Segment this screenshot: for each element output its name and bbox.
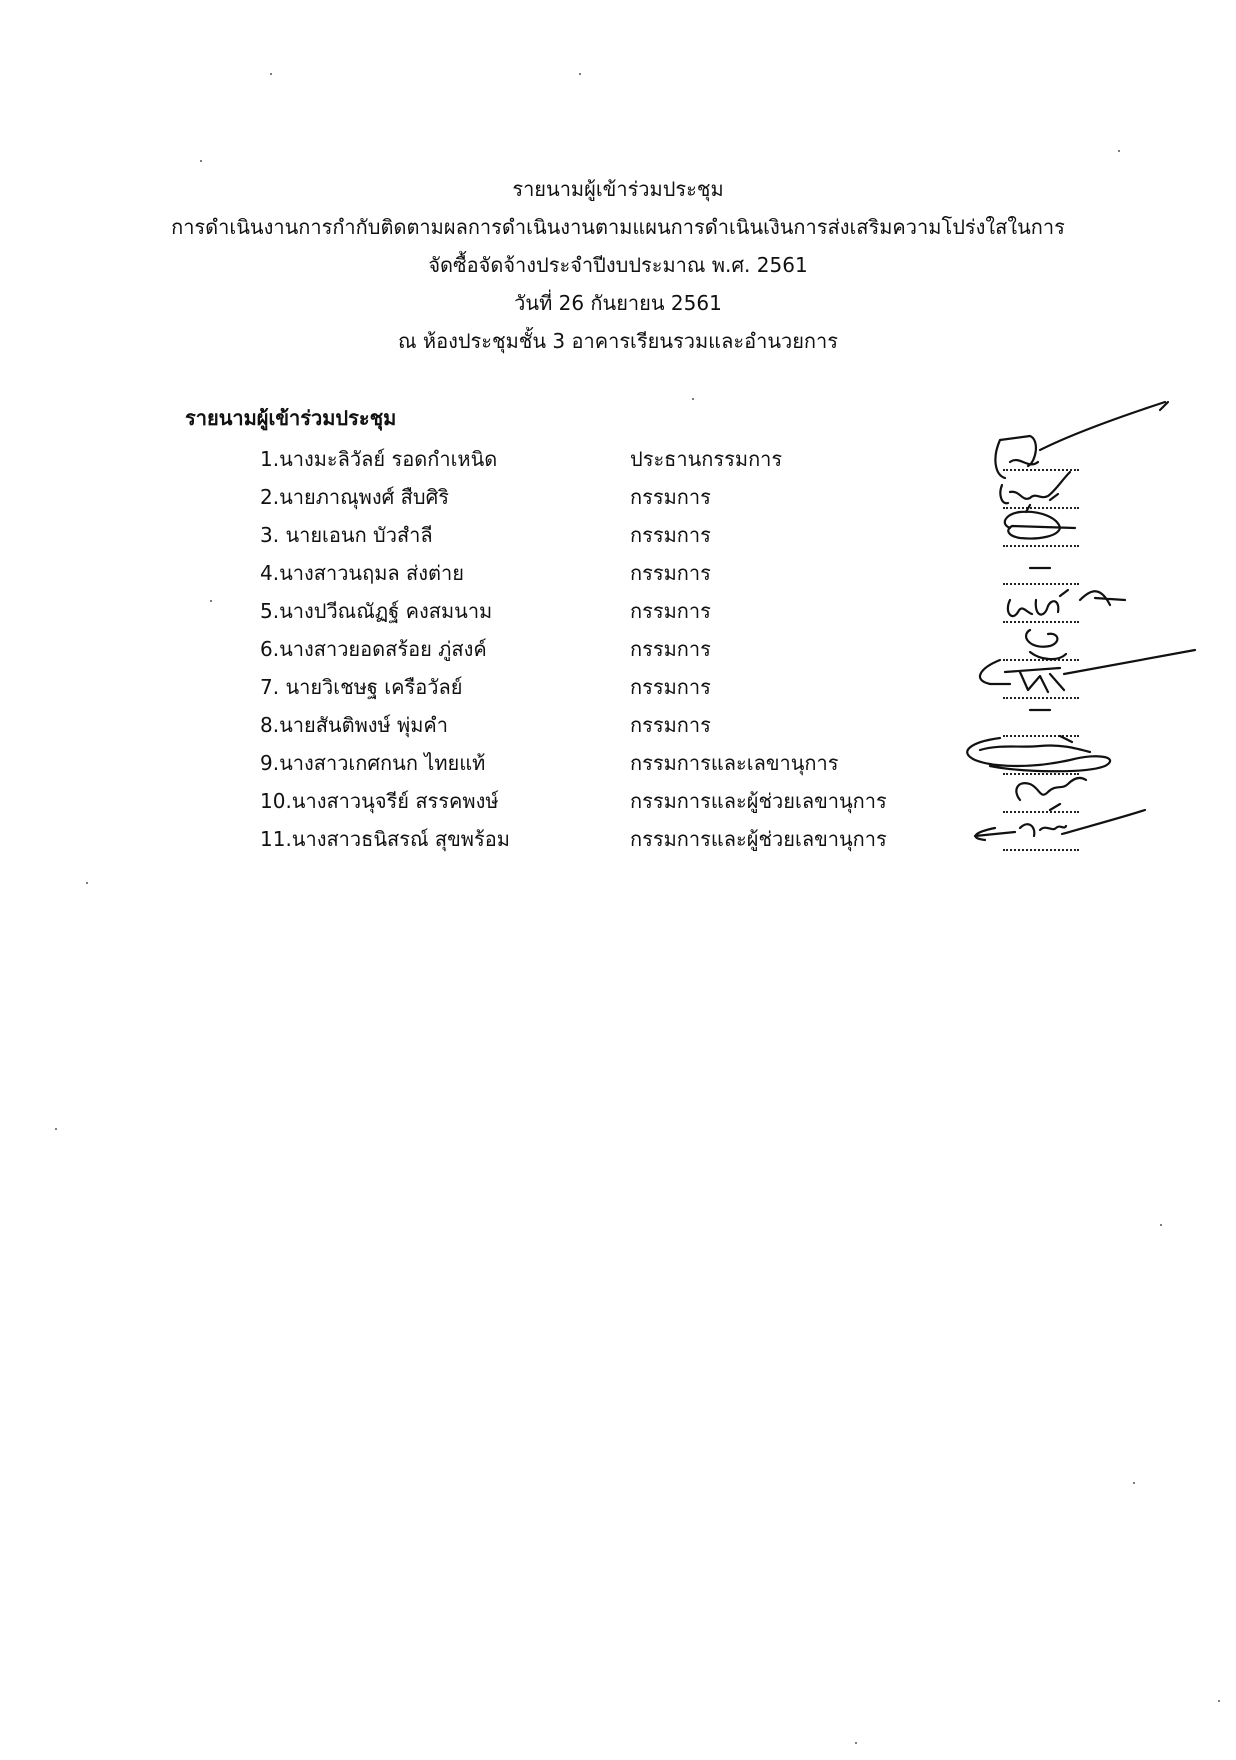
attendee-name: 7. นายวิเชษฐ เครือวัลย์ [260, 675, 463, 699]
attendee-row [0, 478, 1236, 516]
attendee-row [0, 440, 1236, 478]
attendee-row [0, 706, 1236, 744]
document-title: รายนามผู้เข้าร่วมประชุม [512, 177, 724, 201]
signature-line [1003, 545, 1079, 547]
attendee-row [0, 668, 1236, 706]
attendee-name: 9.นางสาวเกศกนก ไทยแท้ [260, 751, 486, 775]
signature-line [1003, 621, 1079, 623]
signature-line [1003, 583, 1079, 585]
attendee-name: 6.นางสาวยอดสร้อย ภู่สงค์ [260, 637, 487, 661]
attendee-name: 4.นางสาวนฤมล ส่งต่าย [260, 561, 464, 585]
attendee-role: กรรมการ [630, 561, 711, 585]
attendee-row [0, 592, 1236, 630]
scan-speck [210, 600, 212, 602]
signature-line [1003, 697, 1079, 699]
scan-speck [579, 73, 581, 75]
meeting-subject-line-2: จัดซื้อจัดจ้างประจำปีงบประมาณ พ.ศ. 2561 [428, 253, 808, 277]
attendee-role: กรรมการและผู้ช่วยเลขานุการ [630, 789, 887, 813]
attendee-row [0, 820, 1236, 858]
scan-speck [86, 882, 88, 884]
attendee-name: 5.นางปวีณณัฏฐ์ คงสมนาม [260, 599, 493, 623]
attendee-role: กรรมการและผู้ช่วยเลขานุการ [630, 827, 887, 851]
scan-speck [1133, 1482, 1135, 1484]
attendee-role: กรรมการ [630, 485, 711, 509]
attendee-name: 8.นายสันติพงษ์ พุ่มคำ [260, 713, 449, 737]
attendee-name: 11.นางสาวธนิสรณ์ สุขพร้อม [260, 827, 510, 851]
meeting-subject-line-1: การดำเนินงานการกำกับติดตามผลการดำเนินงานตามแผนการดำเนินเงินการส่งเสริมความโปร่งใสในการ [171, 215, 1065, 239]
attendee-row [0, 782, 1236, 820]
attendee-name: 2.นายภาณุพงศ์ สืบศิริ [260, 485, 450, 509]
meeting-date: วันที่ 26 กันยายน 2561 [514, 291, 722, 315]
attendee-role: กรรมการ [630, 523, 711, 547]
scan-speck [692, 398, 694, 400]
attendee-role: ประธานกรรมการ [630, 447, 783, 471]
attendee-role: กรรมการ [630, 675, 711, 699]
attendee-row [0, 554, 1236, 592]
scan-speck [1218, 1700, 1220, 1702]
scan-speck [855, 1742, 857, 1744]
attendee-row [0, 516, 1236, 554]
attendee-section-title: รายนามผู้เข้าร่วมประชุม [185, 406, 397, 430]
signature-line [1003, 507, 1079, 509]
scan-speck [1160, 1224, 1162, 1226]
signature-line [1003, 659, 1079, 661]
scan-speck [55, 1128, 57, 1130]
attendee-role: กรรมการ [630, 599, 711, 623]
meeting-venue: ณ ห้องประชุมชั้น 3 อาคารเรียนรวมและอำนวยการ [397, 329, 839, 353]
attendee-role: กรรมการ [630, 637, 711, 661]
signature-line [1003, 849, 1079, 851]
signature-line [1003, 811, 1079, 813]
attendee-name: 3. นายเอนก บัวสำลี [260, 523, 433, 547]
attendee-name: 1.นางมะลิวัลย์ รอดกำเหนิด [260, 447, 498, 471]
attendee-name: 10.นางสาวนุจรีย์ สรรคพงษ์ [260, 789, 499, 813]
signature-line [1003, 773, 1079, 775]
document-header [0, 170, 1236, 360]
signature-line [1003, 469, 1079, 471]
attendee-role: กรรมการและเลขานุการ [630, 751, 839, 775]
attendee-row [0, 744, 1236, 782]
scan-speck [1118, 150, 1120, 152]
attendee-row [0, 630, 1236, 668]
signature-line [1003, 735, 1079, 737]
scan-speck [200, 160, 202, 162]
scan-speck [270, 73, 272, 75]
attendee-role: กรรมการ [630, 713, 711, 737]
attendee-list [0, 440, 1236, 858]
